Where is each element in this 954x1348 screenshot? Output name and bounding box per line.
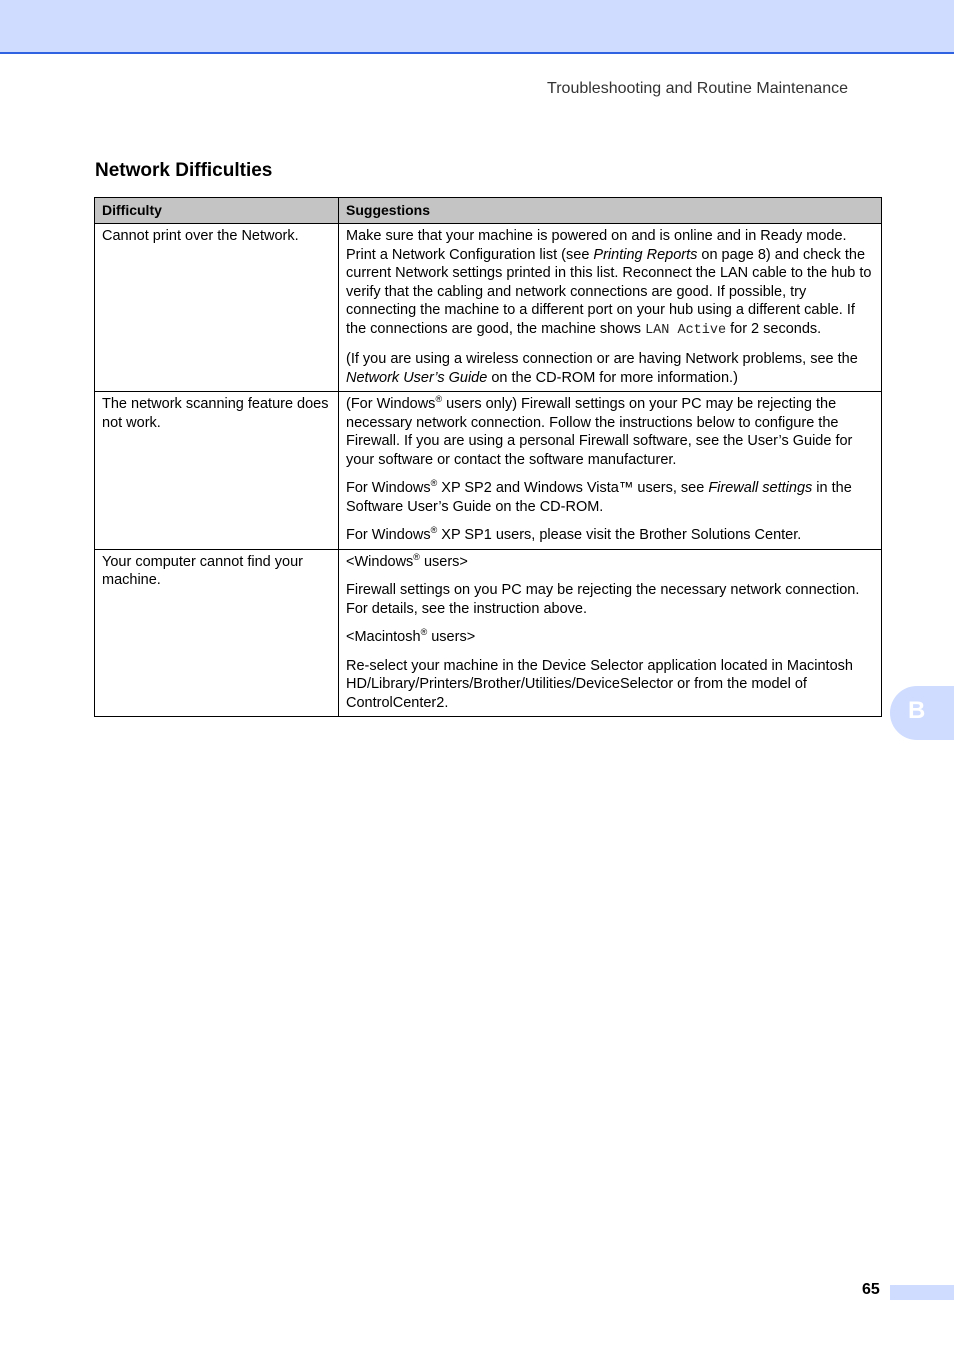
network-difficulties-table (94, 197, 882, 717)
text-span: users> (427, 629, 476, 645)
suggestion-paragraph (346, 350, 874, 387)
text-span: users> (419, 553, 468, 570)
registered-mark: ® (420, 627, 428, 638)
column-header-difficulty: Difficulty (95, 198, 339, 224)
suggestions-cell (339, 549, 882, 717)
footer-color-bar (890, 1285, 954, 1300)
difficulty-cell: Cannot print over the Network. (95, 224, 339, 392)
registered-mark: ® (435, 394, 443, 405)
reference-printing-reports: Printing Reports (593, 246, 698, 263)
lcd-message: LAN Active (645, 322, 727, 338)
page-number: 65 (862, 1281, 880, 1298)
text-span: on the CD-ROM for more information.) (487, 369, 738, 386)
suggestion-paragraph (346, 395, 874, 469)
column-header-suggestions: Suggestions (339, 198, 882, 224)
appendix-tab-letter: B (908, 697, 926, 724)
suggestion-paragraph (346, 628, 874, 647)
table-row (95, 392, 882, 550)
text-span: XP SP2 and Windows Vista™ users, see (437, 480, 709, 496)
reference-network-guide: Network User’s Guide (346, 369, 488, 386)
suggestion-paragraph: Re-select your machine in the Device Selector application located in Macintosh HD/Library/Printers/Brother/Utilities/DeviceSelector or from the model of ControlCenter2. (346, 657, 853, 711)
difficulty-cell: The network scanning feature does not work. (95, 392, 339, 550)
section-title: Network Difficulties (95, 160, 273, 181)
table-header-row (95, 198, 882, 224)
suggestion-paragraph (346, 227, 874, 340)
running-header: Troubleshooting and Routine Maintenance (547, 80, 848, 97)
text-span: For Windows (346, 527, 431, 543)
suggestions-cell (339, 392, 882, 550)
table-row (95, 224, 882, 392)
text-span: on page 8) and check the current Network settings printed in this list. Reconnect the LAN cable to the hub to verify that the cabling and network connections are good. If possible, try connecting the machine to a different port on your hub using a different cable. If the connections are good, the machine shows (346, 246, 872, 337)
registered-mark: ® (413, 551, 420, 562)
appendix-tab (890, 686, 954, 740)
table-row (95, 549, 882, 717)
top-color-band (0, 0, 954, 54)
text-span: <Windows (346, 553, 414, 570)
suggestion-paragraph (346, 526, 874, 545)
text-span: XP SP1 users, please visit the Brother Solutions Center. (437, 527, 802, 543)
text-span: in the Software User’s Guide on the CD-ROM. (346, 480, 852, 515)
text-span: users only) Firewall settings on your PC may be rejecting the necessary network connection. Follow the instructions below to configure the Firewall. If you are using a personal Firewall software, see the User’s Guide for your software or contact the software manufacturer. (346, 396, 853, 468)
text-span: <Macintosh (346, 629, 421, 645)
reference-firewall-settings: Firewall settings (708, 480, 813, 496)
registered-mark: ® (430, 478, 438, 489)
text-span: (For Windows (346, 396, 436, 412)
text-span: (If you are using a wireless connection or are having Network problems, see the (346, 351, 858, 367)
difficulty-cell: Your computer cannot find your machine. (95, 549, 339, 717)
text-span: Make sure that your machine is powered on and is online and in Ready mode. Print a Network Configuration list (see (346, 228, 847, 263)
suggestion-paragraph: Firewall settings on you PC may be rejecting the necessary network connection. For details, see the instruction above. (346, 582, 860, 617)
suggestion-paragraph (346, 553, 874, 572)
text-span: For Windows (346, 480, 431, 496)
text-span: for 2 seconds. (726, 320, 822, 337)
suggestions-cell (339, 224, 882, 392)
suggestion-paragraph (346, 479, 874, 516)
registered-mark: ® (430, 525, 438, 536)
